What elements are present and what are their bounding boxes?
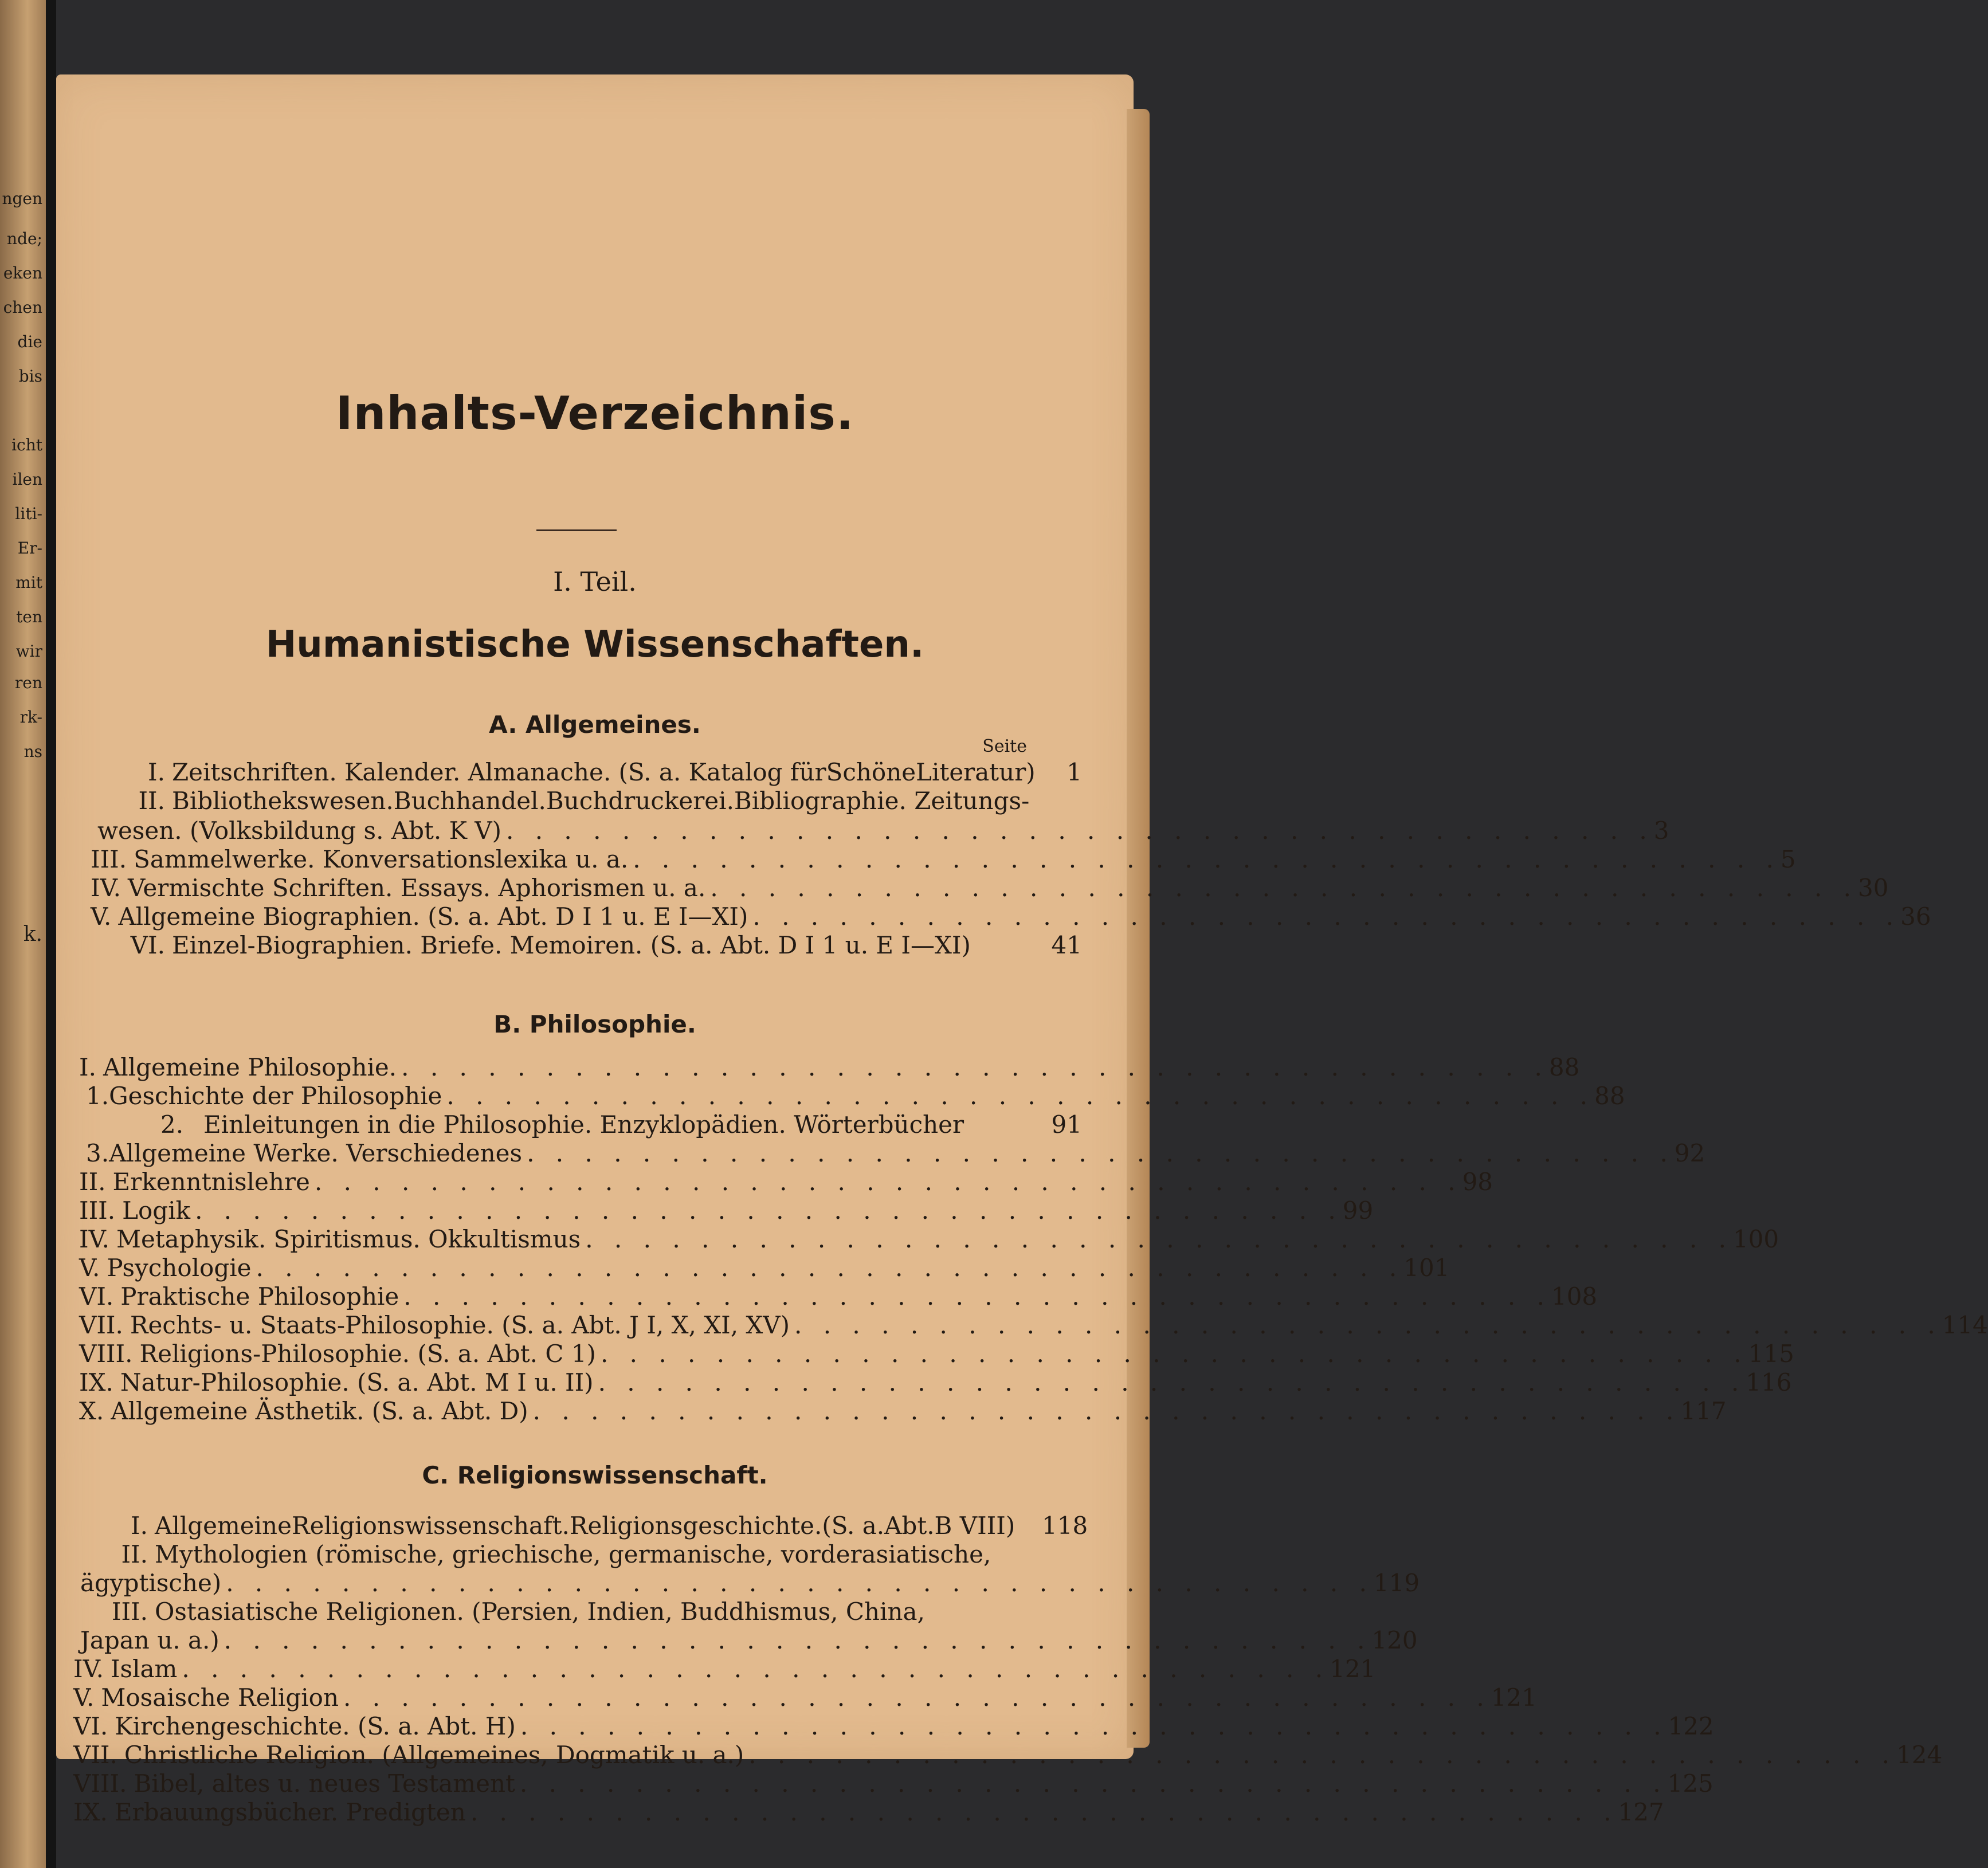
toc-entry: VIII. Religions-Philosophie. (S. a. Abt. C 1) . . . . . . . . . . . . . . . . . . . . . . . . . . . . . . . . . . . . . . . . 115 xyxy=(79,1340,1794,1368)
toc-entry: III. Ostasiatische Religionen. (Persien, Indien, Buddhismus, China, xyxy=(111,1598,925,1626)
toc-entry: III. Logik . . . . . . . . . . . . . . . . . . . . . . . . . . . . . . . . . . . . . . . . 99 xyxy=(79,1196,1374,1225)
page-fragment: rk- xyxy=(19,708,42,727)
toc-entry: Japan u. a.) . . . . . . . . . . . . . . . . . . . . . . . . . . . . . . . . . . . . . . . . 120 xyxy=(80,1626,1418,1654)
toc-entry: IV. Metaphysik. Spiritismus. Okkultismus . . . . . . . . . . . . . . . . . . . . . . . . . . . . . . . . . . . . . . . . 100 xyxy=(79,1225,1779,1253)
page-fragment: ns xyxy=(23,742,42,761)
title-divider xyxy=(536,529,617,531)
page-fragment: die xyxy=(17,332,42,351)
toc-entry: I. AllgemeineReligionswissenschaft.Religionsgeschichte.(S. a.Abt.B VIII) 118 xyxy=(131,1512,1088,1540)
page-fragment: Er- xyxy=(17,539,42,558)
section-heading-a: A. Allgemeines. xyxy=(489,711,701,739)
toc-entry: II. Erkenntnislehre . . . . . . . . . . . . . . . . . . . . . . . . . . . . . . . . . . . . . . . . 98 xyxy=(79,1168,1493,1196)
toc-entry: IX. Natur-Philosophie. (S. a. Abt. M I u. II) . . . . . . . . . . . . . . . . . . . . . . . . . . . . . . . . . . . . . . . . 116 xyxy=(79,1368,1792,1396)
toc-entry: VI. Praktische Philosophie . . . . . . . . . . . . . . . . . . . . . . . . . . . . . . . . . . . . . . . . 108 xyxy=(79,1282,1598,1310)
page-fragment: chen xyxy=(3,298,42,317)
toc-entry: I. Allgemeine Philosophie. . . . . . . . . . . . . . . . . . . . . . . . . . . . . . . . . . . . . . . . . 88 xyxy=(79,1053,1580,1081)
page-fragment: nde; xyxy=(7,229,42,248)
toc-entry: III. Sammelwerke. Konversationslexika u. a. . . . . . . . . . . . . . . . . . . . . . . . . . . . . . . . . . . . . . . . . 5 xyxy=(91,845,1796,873)
page-fragment: bis xyxy=(18,367,42,386)
toc-entry: VII. Rechts- u. Staats-Philosophie. (S. a. Abt. J I, X, XI, XV) . . . . . . . . . . . . . . . . . . . . . . . . . . . . . . . . . . . . . . . . 114 xyxy=(79,1311,1988,1339)
page-fragment: wir xyxy=(15,642,42,661)
section-heading-b: B. Philosophie. xyxy=(493,1010,696,1038)
toc-entry: II. Mythologien (römische, griechische, germanische, vorderasiatische, xyxy=(121,1540,991,1568)
toc-entry: IX. Erbauungsbücher. Predigten . . . . . . . . . . . . . . . . . . . . . . . . . . . . . . . . . . . . . . . . 127 xyxy=(73,1798,1664,1826)
page-fragment: eken xyxy=(3,264,42,282)
page-fragment: ilen xyxy=(12,470,42,489)
page-fragment: ngen xyxy=(2,189,42,208)
toc-entry: II. Bibliothekswesen.Buchhandel.Buchdruckerei.Bibliographie. Zeitungs- xyxy=(138,787,1030,815)
toc-entry: V. Allgemeine Biographien. (S. a. Abt. D I 1 u. E I—XI) . . . . . . . . . . . . . . . . . . . . . . . . . . . . . . . . . . . . . . . . 36 xyxy=(91,902,1931,931)
page-column-label: Seite xyxy=(982,736,1027,756)
toc-entry: VI. Kirchengeschichte. (S. a. Abt. H) . . . . . . . . . . . . . . . . . . . . . . . . . . . . . . . . . . . . . . . . 122 xyxy=(73,1712,1714,1740)
toc-entry: V. Psychologie . . . . . . . . . . . . . . . . . . . . . . . . . . . . . . . . . . . . . . . . 101 xyxy=(79,1254,1450,1282)
book-spine xyxy=(46,0,56,1868)
toc-entry: VI. Einzel-Biographien. Briefe. Memoiren. (S. a. Abt. D I 1 u. E I—XI) 41 xyxy=(130,931,1082,959)
book-page xyxy=(56,74,1988,1826)
page-fragment: ten xyxy=(16,607,42,626)
section-heading-c: C. Religionswissenschaft. xyxy=(422,1461,768,1489)
toc-entry: 3. Allgemeine Werke. Verschiedenes . . . . . . . . . . . . . . . . . . . . . . . . . . . . . . . . . . . . . . . . 92 xyxy=(86,1139,1705,1167)
toc-entry: 2. Einleitungen in die Philosophie. Enzyklopädien. Wörterbücher 91 xyxy=(160,1110,1082,1139)
page-fragment: liti- xyxy=(15,504,42,523)
toc-entry: V. Mosaische Religion . . . . . . . . . . . . . . . . . . . . . . . . . . . . . . . . . . . . . . . . 121 xyxy=(73,1683,1537,1712)
toc-entry: X. Allgemeine Ästhetik. (S. a. Abt. D) . . . . . . . . . . . . . . . . . . . . . . . . . . . . . . . . . . . . . . . . 117 xyxy=(79,1397,1727,1425)
toc-entry: VIII. Bibel, altes u. neues Testament . . . . . . . . . . . . . . . . . . . . . . . . . . . . . . . . . . . . . . . . 125 xyxy=(73,1769,1713,1798)
toc-entry: ägyptische) . . . . . . . . . . . . . . . . . . . . . . . . . . . . . . . . . . . . . . . . 119 xyxy=(80,1569,1420,1597)
toc-entry: I. Zeitschriften. Kalender. Almanache. (S. a. Katalog fürSchöneLiteratur) 1 xyxy=(148,758,1082,786)
page-fragment: k. xyxy=(23,923,42,946)
toc-entry: IV. Islam . . . . . . . . . . . . . . . . . . . . . . . . . . . . . . . . . . . . . . . . 121 xyxy=(73,1655,1376,1683)
toc-entry: 1. Geschichte der Philosophie . . . . . . . . . . . . . . . . . . . . . . . . . . . . . . . . . . . . . . . . 88 xyxy=(86,1082,1625,1110)
page-fragment: icht xyxy=(11,435,42,454)
part-subtitle: Humanistische Wissenschaften. xyxy=(265,623,924,666)
page-fragment: ren xyxy=(15,673,42,692)
toc-entry: IV. Vermischte Schriften. Essays. Aphorismen u. a. . . . . . . . . . . . . . . . . . . . . . . . . . . . . . . . . . . . . . . . . 30 xyxy=(91,874,1889,902)
part-label: I. Teil. xyxy=(553,566,637,597)
page-title: Inhalts-Verzeichnis. xyxy=(335,387,854,440)
toc-entry: VII. Christliche Religion. (Allgemeines, Dogmatik u. a.) . . . . . . . . . . . . . . . . . . . . . . . . . . . . . . . . . . . . . . . . 124 xyxy=(73,1741,1943,1769)
adjacent-page-edge xyxy=(0,0,46,1868)
page-fragment: mit xyxy=(15,573,42,592)
toc-entry: wesen. (Volksbildung s. Abt. K V) . . . . . . . . . . . . . . . . . . . . . . . . . . . . . . . . . . . . . . . . 3 xyxy=(97,817,1669,845)
